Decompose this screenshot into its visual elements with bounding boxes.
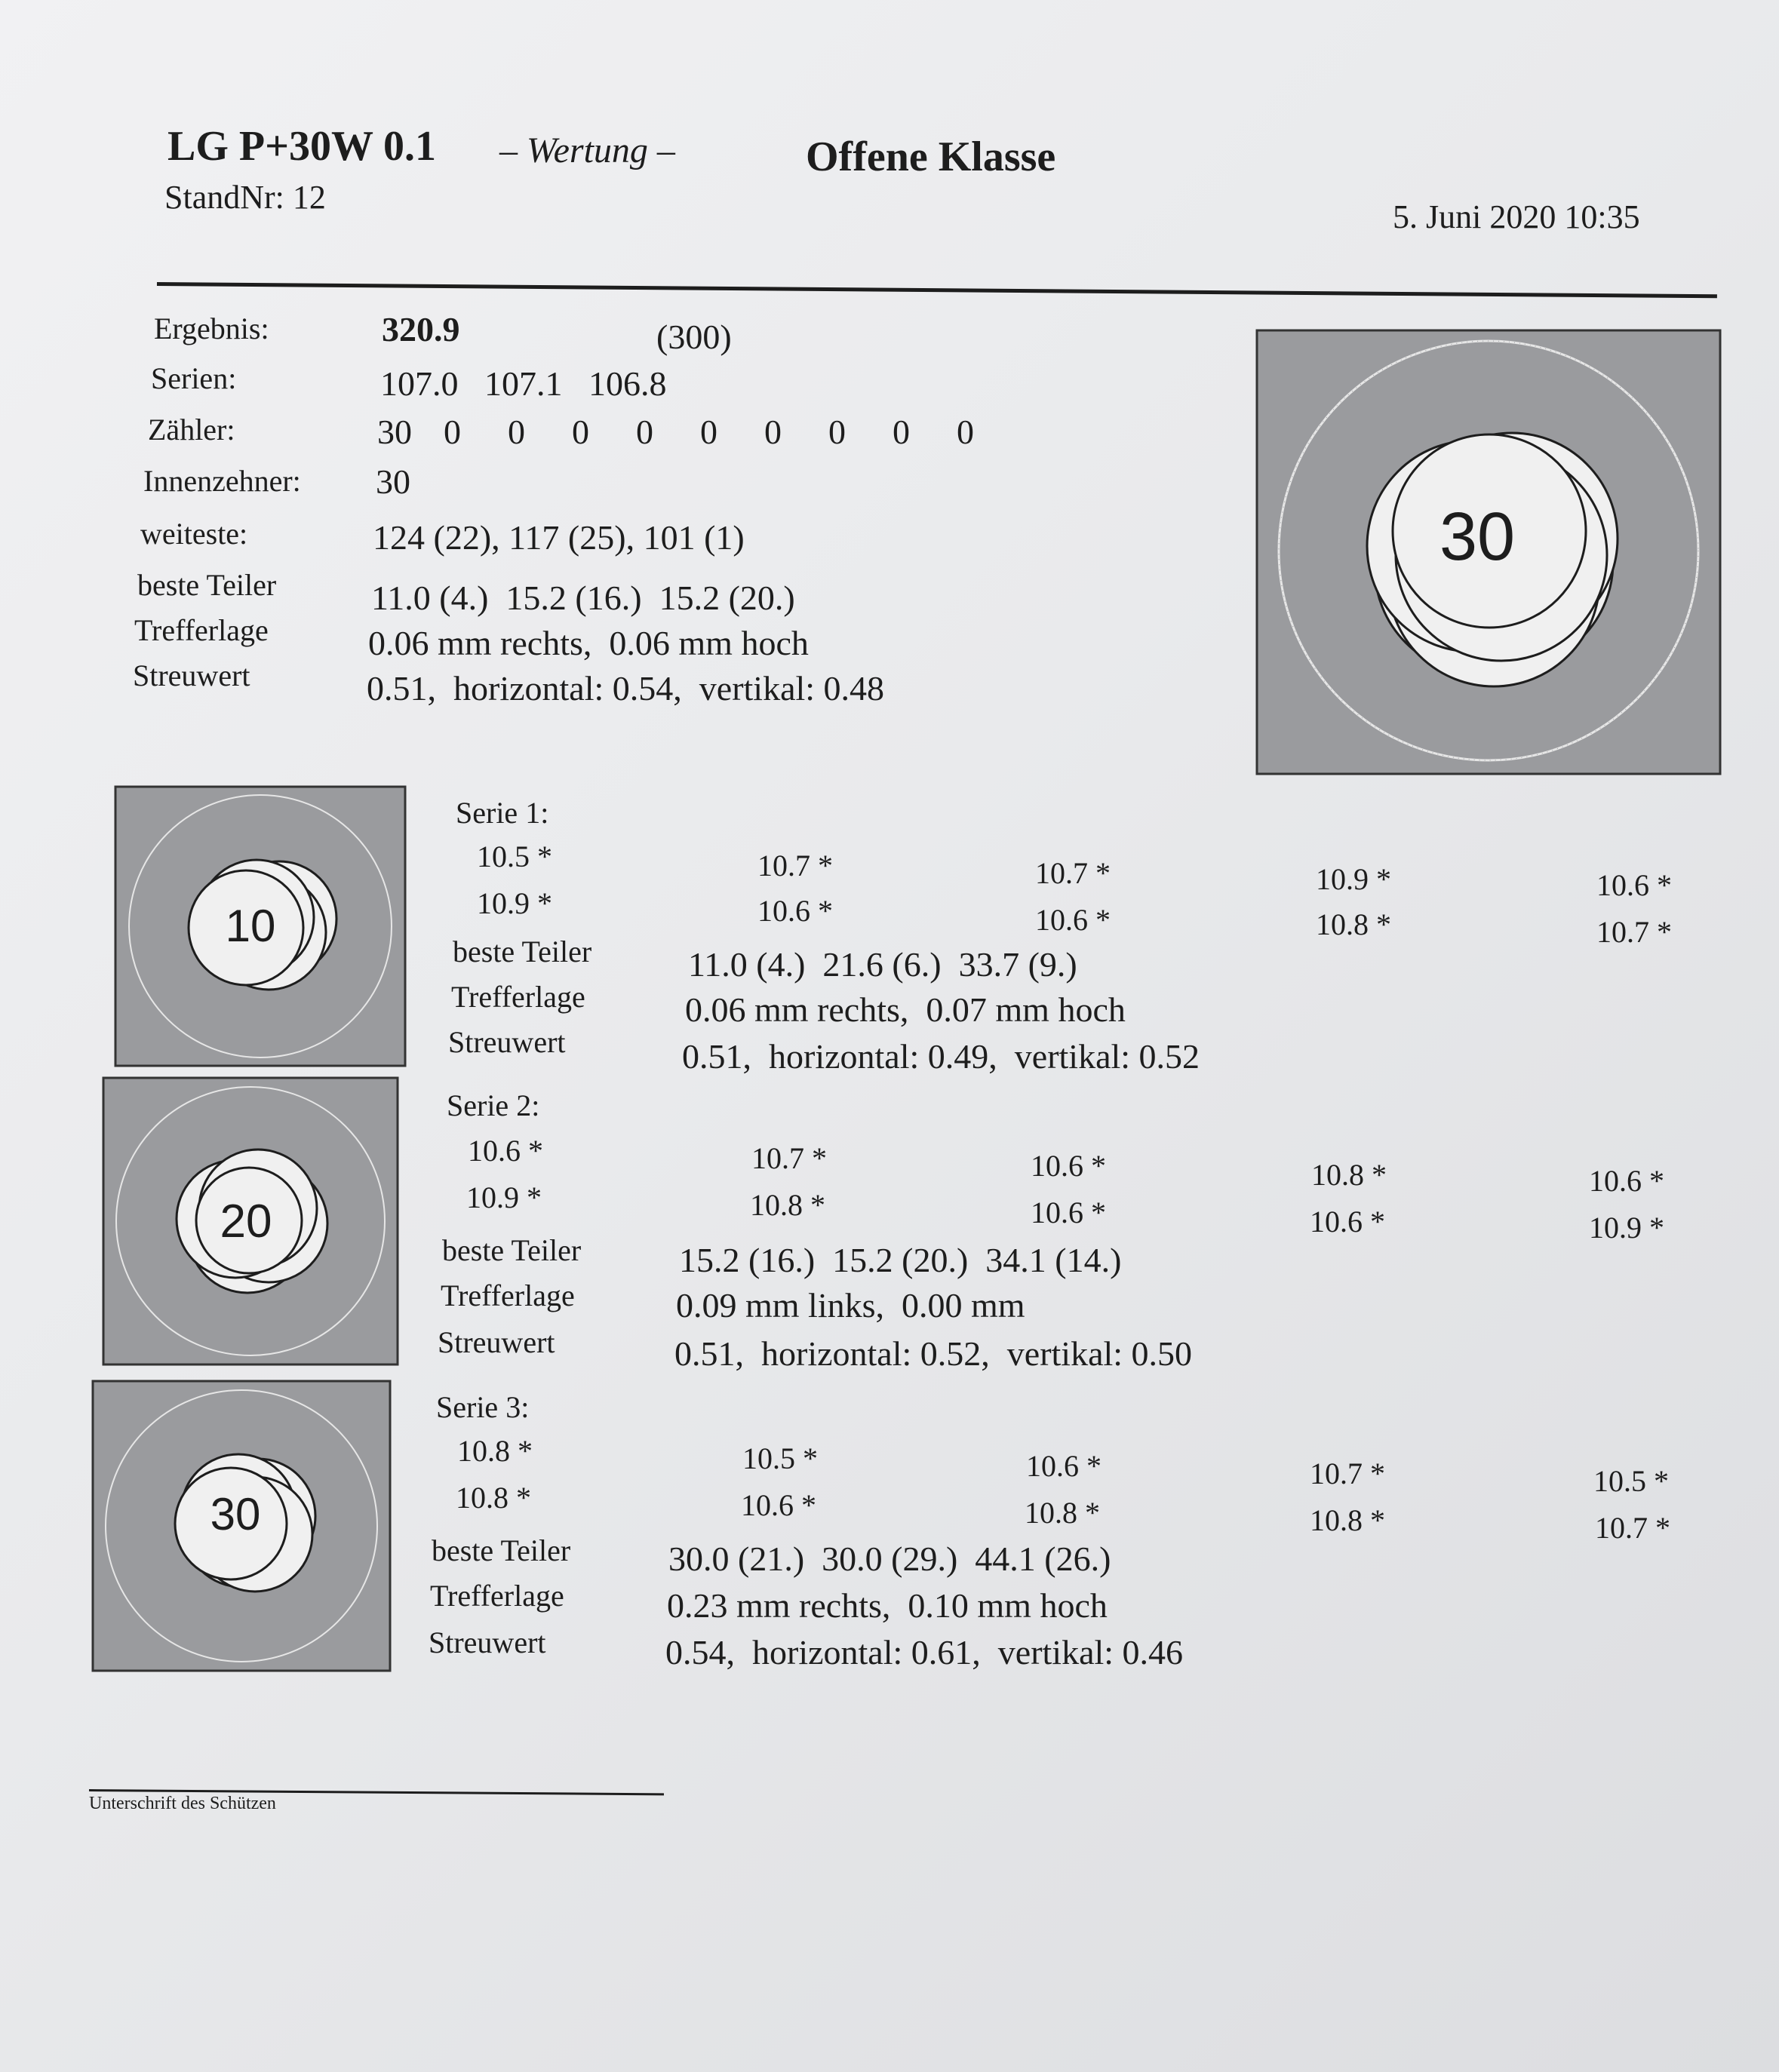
series-1-shot: 10.9 *: [477, 886, 552, 920]
series-3-shot: 10.7 *: [1595, 1511, 1670, 1545]
series-3-teiler-label: beste Teiler: [432, 1533, 571, 1567]
series-2-shot: 10.6 *: [1310, 1205, 1385, 1239]
series-3-streuwert-label: Streuwert: [429, 1625, 546, 1659]
series-1-trefferlage-label: Trefferlage: [451, 980, 585, 1014]
series-1-shot: 10.7 *: [757, 849, 833, 883]
series-1-shot: 10.5 *: [477, 840, 552, 873]
series-1-teiler-label: beste Teiler: [453, 935, 592, 968]
zaehler-value: 30: [377, 413, 412, 451]
summary-streuwert-label: Streuwert: [133, 658, 250, 692]
date-time: 5. Juni 2020 10:35: [1393, 198, 1640, 235]
series-3-shot: 10.8 *: [1310, 1503, 1385, 1537]
series-1-target: [113, 784, 407, 1068]
series-2-streuwert-value: 0.51, horizontal: 0.52, vertikal: 0.50: [674, 1334, 1193, 1373]
series-3-shot: 10.8 *: [1025, 1496, 1100, 1530]
series-3-shot: 10.8 *: [456, 1481, 531, 1515]
summary-target: [1254, 327, 1723, 780]
series-3-streuwert-value: 0.54, horizontal: 0.61, vertikal: 0.46: [665, 1633, 1184, 1671]
series-2-shot: 10.8 *: [1311, 1158, 1387, 1192]
class-title: Offene Klasse: [806, 134, 1056, 180]
target-count-label: 30: [1439, 499, 1516, 575]
series-1-shot: 10.7 *: [1035, 856, 1111, 890]
series-1-title: Serie 1:: [456, 796, 549, 830]
series-2-shot: 10.7 *: [751, 1141, 827, 1175]
summary-streuwert-value: 0.51, horizontal: 0.54, vertikal: 0.48: [367, 669, 885, 708]
series-2-trefferlage-value: 0.09 mm links, 0.00 mm: [676, 1286, 1025, 1325]
series-2-title: Serie 2:: [447, 1088, 540, 1122]
series-3-target: [91, 1379, 392, 1673]
summary-trefferlage-label: Trefferlage: [134, 613, 269, 647]
series-3-shot: 10.6 *: [741, 1488, 816, 1522]
series-3-shot: 10.5 *: [742, 1441, 818, 1475]
series-1-trefferlage-value: 0.06 mm rechts, 0.07 mm hoch: [685, 990, 1126, 1029]
mode-label: – Wertung –: [499, 130, 675, 170]
series-2-shot: 10.9 *: [466, 1180, 542, 1214]
series-3-shot: 10.6 *: [1026, 1449, 1102, 1483]
zaehler-value: 0: [828, 413, 846, 451]
stand-number: StandNr: 12: [164, 179, 326, 216]
series-1-shot: 10.6 *: [757, 894, 833, 928]
zaehler-value: 0: [957, 413, 974, 451]
ergebnis-value: 320.9: [382, 310, 460, 348]
summary-trefferlage-value: 0.06 mm rechts, 0.06 mm hoch: [368, 624, 809, 662]
series-1-shot: 10.9 *: [1316, 862, 1391, 896]
zaehler-value: 0: [764, 413, 782, 451]
series-2-shot: 10.8 *: [750, 1188, 825, 1222]
series-3-shot: 10.8 *: [457, 1434, 533, 1468]
zaehler-label: Zähler:: [148, 413, 235, 447]
target-count-label: 10: [225, 901, 276, 951]
weiteste-value: 124 (22), 117 (25), 101 (1): [373, 518, 745, 557]
series-1-streuwert-value: 0.51, horizontal: 0.49, vertikal: 0.52: [682, 1037, 1200, 1076]
ergebnis-extra: (300): [656, 318, 732, 356]
discipline-title: LG P+30W 0.1: [167, 123, 437, 170]
series-3-trefferlage-value: 0.23 mm rechts, 0.10 mm hoch: [667, 1586, 1108, 1625]
summary-teiler-value: 11.0 (4.) 15.2 (16.) 15.2 (20.): [371, 579, 795, 617]
zaehler-value: 0: [444, 413, 461, 451]
serien-label: Serien:: [151, 361, 237, 395]
series-2-teiler-label: beste Teiler: [442, 1233, 582, 1267]
zaehler-value: 0: [572, 413, 589, 451]
series-3-trefferlage-label: Trefferlage: [430, 1579, 564, 1613]
series-2-target: [101, 1076, 400, 1367]
series-2-shot: 10.6 *: [1031, 1149, 1106, 1183]
series-3-teiler-value: 30.0 (21.) 30.0 (29.) 44.1 (26.): [668, 1539, 1111, 1578]
summary-teiler-label: beste Teiler: [137, 568, 277, 602]
series-3-shot: 10.5 *: [1593, 1464, 1669, 1498]
series-2-shot: 10.6 *: [1031, 1196, 1106, 1229]
series-2-trefferlage-label: Trefferlage: [441, 1279, 575, 1312]
serien-value: 107.0 107.1 106.8: [380, 364, 667, 403]
zaehler-values: [377, 412, 1002, 452]
zaehler-value: 0: [700, 413, 717, 451]
target-count-label: 30: [210, 1489, 261, 1539]
zaehler-value: 0: [508, 413, 525, 451]
series-1-shot: 10.6 *: [1596, 868, 1672, 902]
signature-label: Unterschrift des Schützen: [89, 1794, 276, 1813]
series-2-teiler-value: 15.2 (16.) 15.2 (20.) 34.1 (14.): [679, 1241, 1122, 1279]
innenzehner-value: 30: [376, 462, 410, 501]
ergebnis-label: Ergebnis:: [154, 312, 269, 345]
zaehler-value: 0: [893, 413, 910, 451]
innenzehner-label: Innenzehner:: [143, 464, 301, 498]
series-3-title: Serie 3:: [436, 1390, 530, 1424]
zaehler-value: 0: [636, 413, 653, 451]
target-count-label: 20: [220, 1196, 272, 1248]
series-2-streuwert-label: Streuwert: [438, 1325, 555, 1359]
series-1-teiler-value: 11.0 (4.) 21.6 (6.) 33.7 (9.): [688, 945, 1077, 984]
weiteste-label: weiteste:: [140, 517, 248, 551]
series-1-shot: 10.7 *: [1596, 915, 1672, 949]
series-1-streuwert-label: Streuwert: [448, 1025, 566, 1059]
series-1-shot: 10.6 *: [1035, 903, 1111, 937]
series-2-shot: 10.9 *: [1589, 1211, 1664, 1245]
series-2-shot: 10.6 *: [1589, 1164, 1664, 1198]
series-1-shot: 10.8 *: [1316, 907, 1391, 941]
series-3-shot: 10.7 *: [1310, 1457, 1385, 1490]
series-2-shot: 10.6 *: [468, 1134, 543, 1168]
